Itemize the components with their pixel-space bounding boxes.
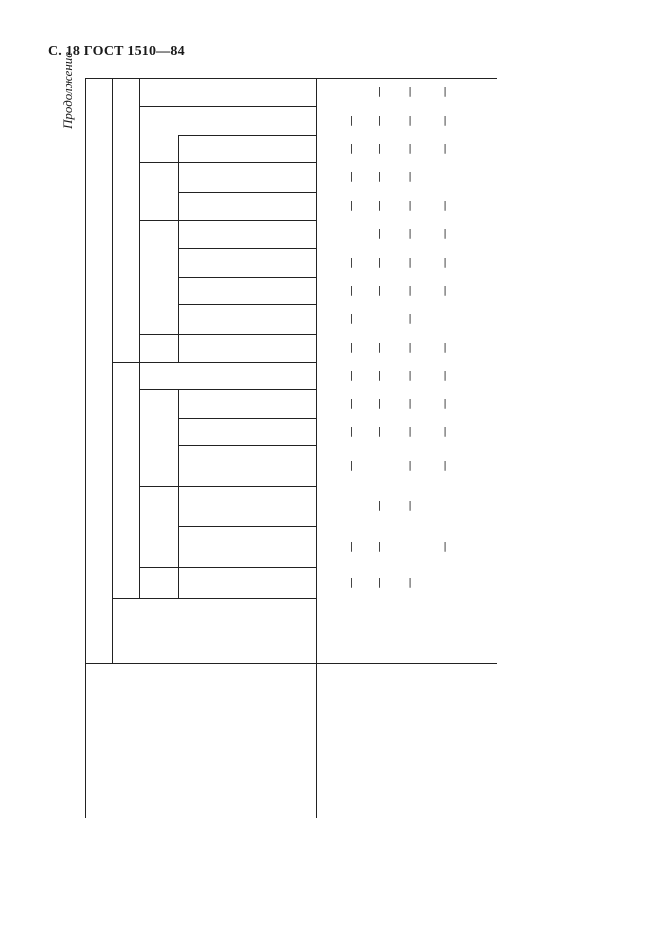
- cell-mark: |: [377, 541, 382, 552]
- cell-mark: |: [377, 228, 382, 240]
- cell-mark: |: [443, 200, 447, 212]
- cell-mark: |: [408, 115, 412, 126]
- cell-mark: |: [408, 577, 412, 588]
- cell-mark: |: [377, 143, 382, 154]
- table-rule: [139, 567, 316, 568]
- cell-mark: |: [349, 541, 354, 552]
- cell-mark: |: [349, 257, 354, 268]
- cell-mark: |: [349, 460, 354, 471]
- cell-mark: |: [377, 577, 382, 588]
- cell-mark: |: [349, 200, 354, 212]
- table-rule: [85, 78, 86, 818]
- cell-mark: |: [443, 460, 447, 471]
- page-header: С. 18 ГОСТ 1510—84: [48, 44, 185, 59]
- cell-mark: |: [443, 370, 447, 381]
- table-rule: [139, 389, 316, 390]
- table-rule: [139, 106, 316, 107]
- cell-mark: |: [408, 285, 412, 296]
- cell-mark: |: [349, 115, 354, 126]
- table-rule: [139, 486, 316, 487]
- cell-mark: |: [349, 370, 354, 381]
- cell-mark: |: [349, 398, 354, 409]
- table-rule: [178, 248, 316, 249]
- cell-mark: |: [443, 143, 447, 154]
- table-rule: [178, 135, 316, 136]
- cell-mark: |: [443, 285, 447, 296]
- continuation-label: Продолжение: [60, 51, 75, 129]
- table-rule: [178, 526, 316, 527]
- cell-mark: |: [377, 86, 382, 98]
- cell-mark: |: [349, 426, 354, 437]
- cell-mark: |: [377, 370, 382, 381]
- cell-mark: |: [408, 313, 412, 325]
- cell-mark: |: [443, 228, 447, 240]
- cell-mark: |: [377, 171, 382, 183]
- table-rule: [139, 220, 316, 221]
- cell-mark: |: [349, 577, 354, 588]
- cell-mark: |: [443, 541, 447, 552]
- cell-mark: |: [377, 257, 382, 268]
- cell-mark: |: [408, 500, 412, 512]
- cell-mark: |: [377, 398, 382, 409]
- table-rule: [178, 192, 316, 193]
- cell-mark: |: [408, 228, 412, 240]
- table-rule: [139, 78, 140, 598]
- cell-mark: |: [408, 86, 412, 98]
- table-rule: [112, 78, 113, 663]
- cell-mark: |: [443, 257, 447, 268]
- cell-mark: |: [377, 500, 382, 512]
- cell-mark: |: [349, 143, 354, 154]
- cell-mark: |: [443, 398, 447, 409]
- cell-mark: |: [408, 460, 412, 471]
- cell-mark: |: [408, 426, 412, 437]
- table-rule: [178, 418, 316, 419]
- cell-mark: |: [443, 86, 447, 98]
- table-rule: [139, 162, 316, 163]
- table-rule: [85, 663, 497, 664]
- cell-mark: |: [377, 342, 382, 354]
- cell-mark: |: [349, 342, 354, 354]
- table-rule: [178, 277, 316, 278]
- table-rule: [85, 78, 497, 79]
- table-rule: [139, 362, 316, 363]
- table-rule: [112, 598, 316, 599]
- cell-mark: |: [408, 342, 412, 354]
- cell-mark: |: [349, 171, 354, 183]
- cell-mark: |: [349, 313, 354, 325]
- cell-mark: |: [377, 115, 382, 126]
- cell-mark: |: [408, 398, 412, 409]
- cell-mark: |: [408, 143, 412, 154]
- cell-mark: |: [408, 257, 412, 268]
- cell-mark: |: [408, 370, 412, 381]
- table-rule: [178, 445, 316, 446]
- table-rule: [139, 334, 316, 335]
- table-rule: [316, 78, 317, 818]
- cell-mark: |: [443, 342, 447, 354]
- cell-mark: |: [377, 285, 382, 296]
- cell-mark: |: [377, 426, 382, 437]
- cell-mark: |: [377, 200, 382, 212]
- cell-mark: |: [408, 171, 412, 183]
- cell-mark: |: [443, 115, 447, 126]
- table-rule: [178, 304, 316, 305]
- cell-mark: |: [408, 200, 412, 212]
- cell-mark: |: [443, 426, 447, 437]
- cell-mark: |: [349, 285, 354, 296]
